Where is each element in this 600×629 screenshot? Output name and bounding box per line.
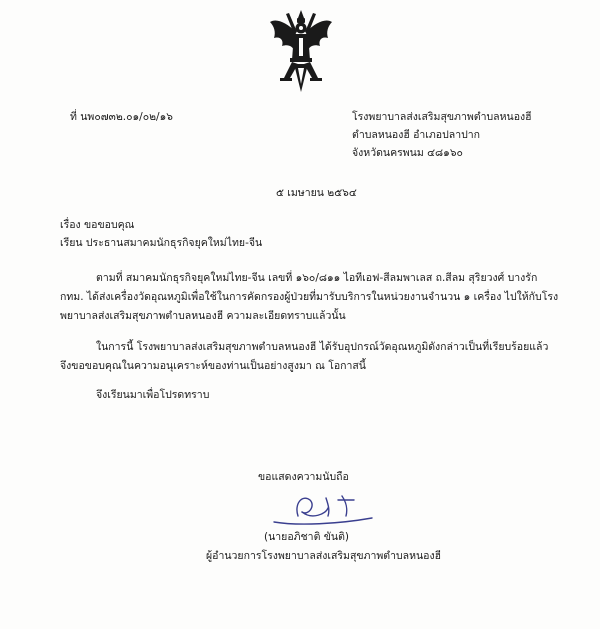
signer-position: ผู้อำนวยการโรงพยาบาลส่งเสริมสุขภาพตำบลหนองฮี: [206, 550, 442, 562]
letter-subject: เรื่อง ขอขอบคุณ: [60, 219, 135, 231]
sender-address-line-1: โรงพยาบาลส่งเสริมสุขภาพตำบลหนองฮี: [352, 111, 532, 123]
signer-name: (นายอภิชาติ ขันติ): [264, 531, 349, 543]
letter-date: ๕ เมษายน ๒๕๖๔: [276, 187, 357, 199]
sender-address-line-3: จังหวัดนครพนม ๔๘๑๖๐: [352, 147, 463, 159]
closing-line: จึงเรียนมาเพื่อโปรดทราบ: [96, 389, 210, 401]
handwritten-signature: [268, 486, 378, 530]
body-paragraph-1: ตามที่ สมาคมนักธุรกิจยุคใหม่ไทย-จีน เลขที่ ๑๖๐/๘๑๑ ไอทีเอฟ-สีลมพาเลส ถ.สีลม สุริยวงศ์ บางรัก กทม. ได้ส่งเครื่องวัดอุณหภูมิเพื่อใช้ในการคัดกรองผู้ป่วยที่มารับบริการในหน่วยงานจำนวน ๑ เครื่อง ไปให้กับโรงพยาบาลส่งเสริมสุขภาพตำบลหนองฮี ความละเอียดทราบแล้วนั้น: [60, 272, 559, 322]
body-paragraph-2: ในการนี้ โรงพยาบาลส่งเสริมสุขภาพตำบลหนองฮี ได้รับอุปกรณ์วัดอุณหภูมิดังกล่าวเป็นที่เรียบร้อยแล้ว จึงขอขอบคุณในความอนุเคราะห์ของท่านเป็นอย่างสูงมา ณ โอกาสนี้: [60, 341, 549, 372]
sender-address-line-2: ตำบลหนองฮี อำเภอปลาปาก: [352, 129, 481, 141]
garuda-emblem-icon: [268, 8, 334, 96]
reference-number: ที่ นพ๐๗๓๒.๐๑/๐๒/๑๖: [70, 111, 173, 123]
letter-recipient: เรียน ประธานสมาคมนักธุรกิจยุคใหม่ไทย-จีน: [60, 237, 263, 249]
regards-line: ขอแสดงความนับถือ: [258, 471, 349, 483]
